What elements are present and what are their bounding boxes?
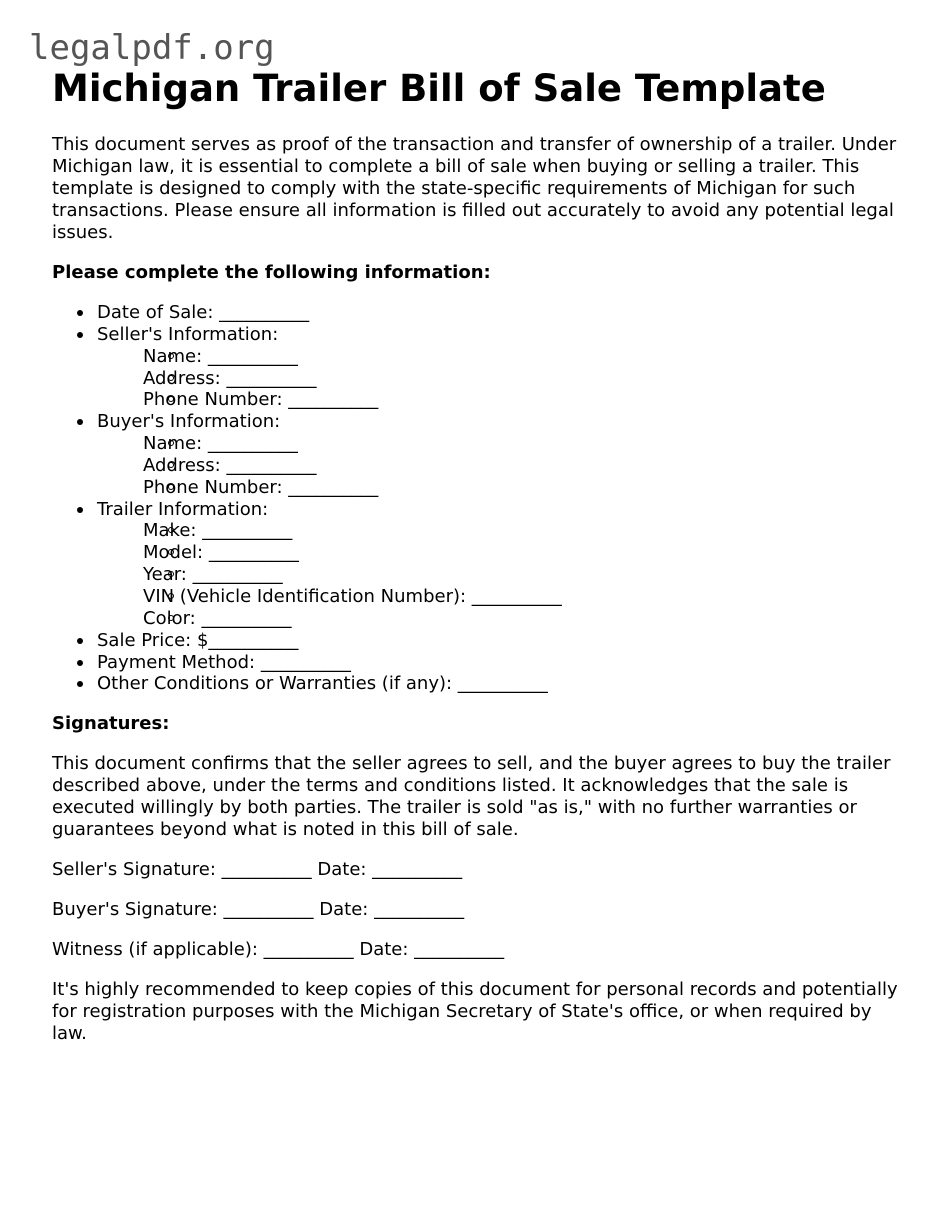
- closing-paragraph: It's highly recommended to keep copies of this document for personal records and potentially for registration purposes with the Michigan Secretary of State's office, or when required by law.: [52, 979, 898, 1045]
- seller-info-label: Seller's Information:: [97, 324, 902, 346]
- other-conditions-field: Other Conditions or Warranties (if any): __________: [97, 673, 902, 695]
- buyer-info-sublist: [97, 433, 902, 499]
- list-item-other-conditions: [52, 673, 902, 695]
- signatures-heading: Signatures:: [52, 713, 170, 735]
- trailer-make-field: Make: __________: [143, 520, 902, 542]
- trailer-color-field: Color: __________: [143, 608, 902, 630]
- payment-method-field: Payment Method: __________: [97, 652, 902, 674]
- list-item-trailer-info: [52, 499, 902, 630]
- document-body: [52, 66, 902, 1045]
- seller-info-sublist: [97, 346, 902, 412]
- list-item-buyer-info: [52, 411, 902, 498]
- list-item-sale-price: [52, 630, 902, 652]
- trailer-info-sublist: [97, 520, 902, 629]
- page-title: Michigan Trailer Bill of Sale Template: [52, 67, 826, 110]
- trailer-model-field: Model: __________: [143, 542, 902, 564]
- list-item-payment-method: [52, 652, 902, 674]
- witness-signature-line: Witness (if applicable): __________ Date: __________: [52, 939, 505, 961]
- date-of-sale-field: Date of Sale: __________: [97, 302, 902, 324]
- trailer-year-field: Year: __________: [143, 564, 902, 586]
- signatures-paragraph: This document confirms that the seller agrees to sell, and the buyer agrees to buy the trailer described above, under the terms and conditions listed. It acknowledges that the sale is executed willingly by both parties. The trailer is sold "as is," with no further warranties or guarantees beyond what is noted in this bill of sale.: [52, 753, 891, 841]
- buyer-name-field: Name: __________: [143, 433, 902, 455]
- buyer-phone-field: Phone Number: __________: [143, 477, 902, 499]
- form-heading: Please complete the following information:: [52, 262, 491, 283]
- buyer-signature-line: Buyer's Signature: __________ Date: __________: [52, 899, 465, 921]
- information-list: [52, 302, 902, 695]
- trailer-vin-field: VIN (Vehicle Identification Number): __________: [143, 586, 902, 608]
- trailer-info-label: Trailer Information:: [97, 499, 902, 521]
- list-item-date-of-sale: [52, 302, 902, 324]
- intro-paragraph: This document serves as proof of the transaction and transfer of ownership of a trailer. Under Michigan law, it is essential to complete a bill of sale when buying or selling a trailer. This template is designed to comply with the state-specific requirements of Michigan for such transactions. Please ensure all information is filled out accurately to avoid any potential legal issues.: [52, 134, 897, 243]
- seller-signature-line: Seller's Signature: __________ Date: __________: [52, 859, 463, 881]
- seller-name-field: Name: __________: [143, 346, 902, 368]
- buyer-address-field: Address: __________: [143, 455, 902, 477]
- list-item-seller-info: [52, 324, 902, 411]
- buyer-info-label: Buyer's Information:: [97, 411, 902, 433]
- seller-phone-field: Phone Number: __________: [143, 389, 902, 411]
- sale-price-field: Sale Price: $__________: [97, 630, 902, 652]
- watermark-logo: legalpdf.org: [29, 28, 275, 68]
- seller-address-field: Address: __________: [143, 368, 902, 390]
